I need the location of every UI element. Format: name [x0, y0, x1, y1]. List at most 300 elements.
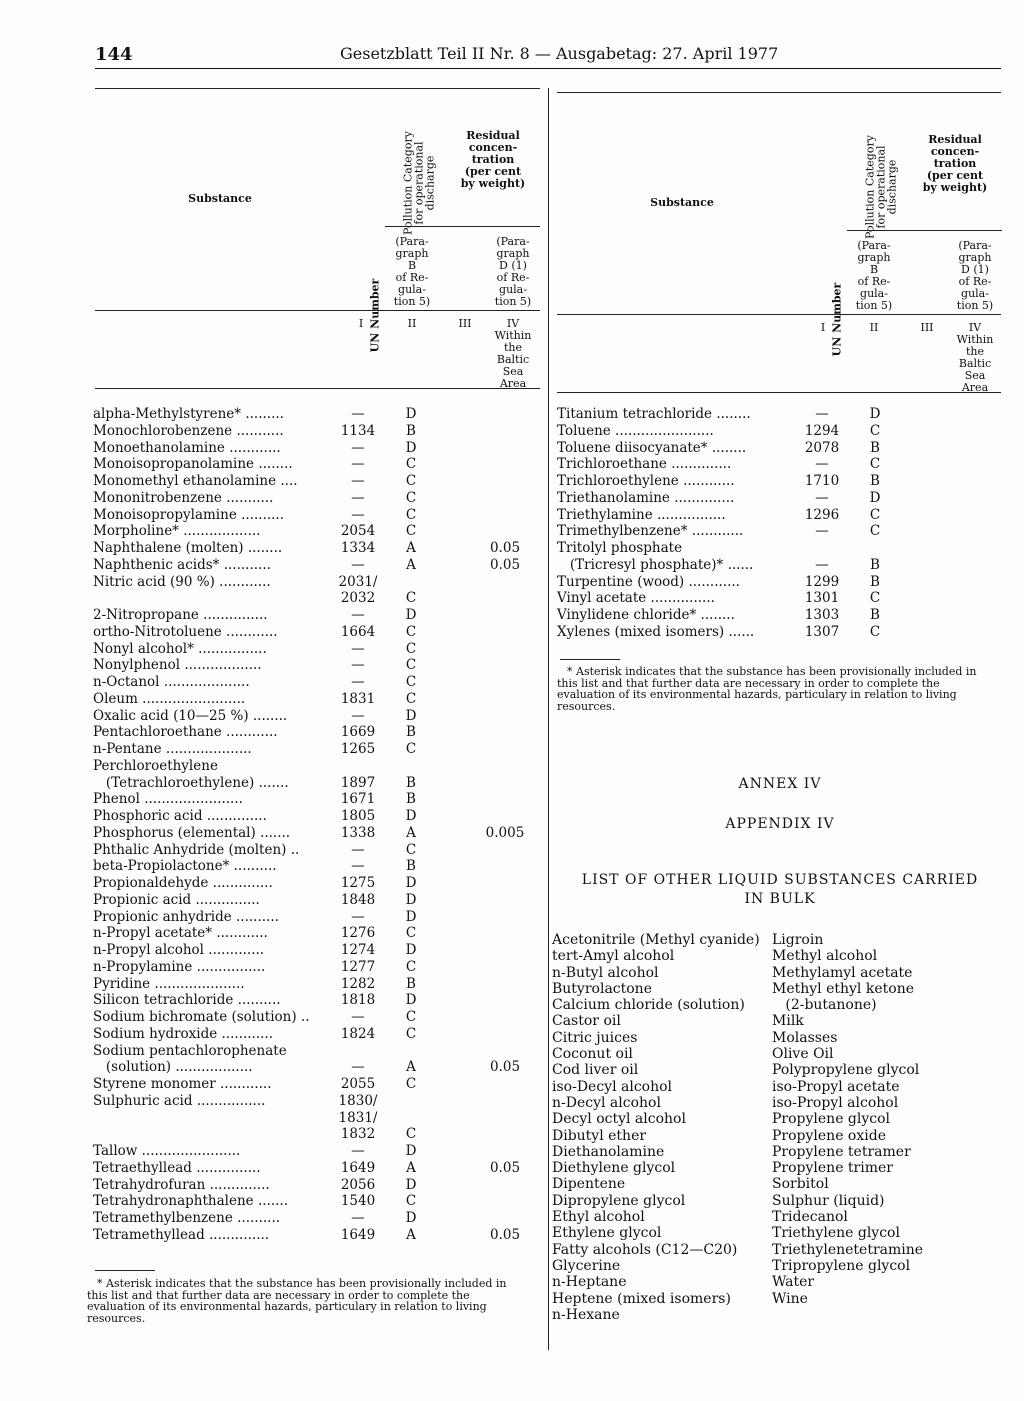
- substance-name: n-Propyl acetate* ............: [93, 925, 268, 942]
- un-number: —: [351, 1143, 365, 1159]
- table-row: [93, 708, 543, 725]
- list-item: Diethylene glycol: [552, 1160, 676, 1177]
- col-iv-line: Area: [961, 381, 989, 394]
- para-d-line: graph: [496, 247, 530, 260]
- col-iv-line: Area: [499, 377, 527, 390]
- pollution-category: C: [405, 523, 417, 540]
- table-row: [93, 624, 543, 641]
- list-item: n-Heptane: [552, 1274, 627, 1291]
- un-number: 1296: [804, 506, 840, 523]
- un-number: —: [815, 406, 829, 422]
- right-substance-table: [557, 406, 1007, 646]
- pollution-category: D: [405, 875, 417, 891]
- substance-name: Sodium hydroxide ............: [93, 1025, 274, 1042]
- table-row: [557, 406, 1007, 423]
- list-item: Tripropylene glycol: [772, 1257, 911, 1274]
- residual-concentration: 0.05: [489, 1159, 521, 1176]
- un-number: —: [351, 841, 365, 858]
- list-item: Triethylene glycol: [772, 1225, 900, 1242]
- col-i-label: I: [820, 321, 826, 334]
- substance-heading: Substance: [650, 196, 714, 209]
- table-row: [93, 456, 543, 473]
- list-item: Propylene trimer: [772, 1160, 893, 1177]
- substance-name: Oleum ........................: [93, 690, 246, 707]
- substance-name: (Tricresyl phosphate)* ......: [557, 556, 754, 573]
- substance-name: Tallow .......................: [93, 1143, 241, 1159]
- substance-name: Pyridine .....................: [93, 975, 245, 992]
- un-number: 1832: [340, 1126, 376, 1143]
- un-number: 1540: [340, 1193, 376, 1210]
- table-row: [93, 641, 543, 658]
- substance-name: Perchloroethylene: [93, 757, 218, 774]
- list-item: Propylene glycol: [772, 1111, 891, 1128]
- para-b-line: of Re-: [395, 271, 429, 284]
- list-item: n-Butyl alcohol: [552, 964, 659, 981]
- header-mid-rule: [847, 230, 1002, 231]
- substance-name: alpha-Methylstyrene* .........: [93, 406, 284, 422]
- un-number: 1307: [804, 623, 840, 640]
- un-number: —: [351, 1210, 365, 1226]
- list-item: iso-Decyl alcohol: [552, 1078, 673, 1095]
- substance-name: Propionaldehyde ..............: [93, 875, 273, 891]
- substance-name: Monomethyl ethanolamine ....: [93, 473, 298, 489]
- para-b-line: (Para-: [395, 235, 429, 248]
- pollution-category: A: [406, 1059, 416, 1076]
- list-item: Methyl alcohol: [772, 948, 878, 965]
- un-number: 1649: [340, 1159, 376, 1176]
- table-row: [93, 540, 543, 557]
- table-row: [93, 607, 543, 624]
- residual-line: concen-: [930, 145, 980, 158]
- list-item: tert-Amyl alcohol: [552, 948, 675, 965]
- pollution-category: C: [405, 456, 417, 473]
- table-row: [557, 507, 1007, 524]
- residual-line: (per cent: [926, 169, 984, 182]
- para-d-line: tion 5): [494, 295, 532, 308]
- substance-name: Silicon tetrachloride ..........: [93, 992, 281, 1009]
- table-row: [93, 1009, 543, 1026]
- table-row: [93, 423, 543, 440]
- table-row: [93, 691, 543, 708]
- list-item: Coconut oil: [552, 1046, 633, 1063]
- other-substances-list-left: [552, 932, 760, 1323]
- table-row: [93, 1210, 543, 1227]
- substance-name: beta-Propiolactone* ..........: [93, 858, 277, 875]
- pollution-category: D: [869, 489, 881, 506]
- un-number: —: [815, 456, 829, 473]
- pollution-category: C: [869, 523, 881, 540]
- list-item: Methyl ethyl ketone: [772, 980, 914, 997]
- table-row: [93, 909, 543, 926]
- right-table-header: [557, 92, 1001, 392]
- table-row: [93, 1043, 543, 1060]
- pollution-category: C: [405, 640, 417, 657]
- substance-name: Triethanolamine ..............: [557, 489, 735, 506]
- table-row: [93, 1026, 543, 1043]
- pollution-category: D: [405, 891, 417, 908]
- substance-name: Oxalic acid (10—25 %) ........: [93, 707, 288, 724]
- para-b-line: of Re-: [857, 275, 891, 288]
- left-substance-table: [93, 406, 543, 1246]
- residual-line: by weight): [460, 177, 526, 190]
- residual-concentration: 0.05: [489, 1059, 521, 1076]
- col-iv-line: Within: [956, 333, 994, 346]
- substance-name: n-Propylamine ................: [93, 958, 266, 975]
- pollution-category: C: [405, 657, 417, 674]
- col-iv-line: IV: [968, 321, 982, 334]
- pollution-category: B: [406, 724, 416, 741]
- list-item: iso-Propyl alcohol: [772, 1094, 899, 1111]
- substance-name: Phenol .......................: [93, 791, 243, 808]
- un-number: 1299: [804, 573, 840, 590]
- list-item: Castor oil: [552, 1013, 621, 1030]
- pollution-category: B: [870, 556, 880, 573]
- pollution-category-line: discharge: [423, 155, 437, 211]
- un-number: —: [815, 523, 829, 540]
- col-iv-heading: [953, 322, 997, 394]
- substance-name: Styrene monomer ............: [93, 1076, 272, 1092]
- footnote-left: * Asterisk indicates that the substance has been provisionally included in this list and that further data are necessary in order to complete the evaluation of its environmental hazards, particulary in relation to living resources.: [87, 1277, 507, 1325]
- substance-name: n-Octanol ....................: [93, 674, 250, 690]
- list-item: Cod liver oil: [552, 1062, 639, 1079]
- para-d-line: graph: [958, 251, 992, 264]
- para-d-line: of Re-: [958, 275, 992, 288]
- residual-line: Residual: [466, 129, 520, 142]
- substance-name: Nitric acid (90 %) ............: [93, 573, 271, 590]
- pollution-category: B: [406, 975, 416, 992]
- pollution-category: D: [405, 992, 417, 1009]
- para-d-line: D (1): [961, 263, 989, 276]
- un-number: 1824: [340, 1025, 376, 1042]
- para-b-heading: [847, 240, 901, 312]
- list-item: Sorbitol: [772, 1176, 829, 1193]
- residual-concentration: 0.05: [489, 556, 521, 573]
- appendix-title: APPENDIX IV: [725, 816, 835, 832]
- table-row: [557, 523, 1007, 540]
- para-d-line: (Para-: [958, 239, 992, 252]
- un-number: 1669: [340, 724, 376, 741]
- para-b-line: (Para-: [857, 239, 891, 252]
- table-row: [93, 1193, 543, 1210]
- pollution-category: D: [405, 1176, 417, 1193]
- un-number: —: [351, 707, 365, 724]
- table-row: [93, 741, 543, 758]
- table-row: [93, 1110, 543, 1127]
- header-lower-rule: [95, 310, 540, 311]
- substance-name: Pentachloroethane ............: [93, 724, 278, 741]
- substance-name: n-Pentane ....................: [93, 741, 252, 757]
- pollution-category: D: [405, 406, 417, 422]
- un-number: —: [351, 1009, 365, 1025]
- un-number: 1282: [340, 975, 376, 992]
- table-row: [557, 440, 1007, 457]
- col-iv-line: Baltic: [958, 357, 992, 370]
- col-iii-label: III: [458, 317, 472, 330]
- list-item: Sulphur (liquid): [772, 1192, 885, 1209]
- un-number: 1897: [340, 774, 376, 791]
- residual-line: tration: [471, 153, 515, 166]
- list-item: Heptene (mixed isomers): [552, 1290, 731, 1307]
- un-number: 1848: [340, 891, 376, 908]
- substance-name: Tetrahydrofuran ..............: [93, 1176, 270, 1193]
- table-row: [557, 624, 1007, 641]
- pollution-category: D: [405, 1143, 417, 1159]
- table-row: [93, 657, 543, 674]
- para-b-line: B: [407, 259, 417, 272]
- un-number: 1277: [340, 958, 376, 975]
- table-row: [557, 423, 1007, 440]
- list-title-line1: LIST OF OTHER LIQUID SUBSTANCES CARRIED: [581, 872, 979, 888]
- footnote-right: * Asterisk indicates that the substance has been provisionally included in this list and that further data are necessary in order to complete the evaluation of its environmental hazards, particulary in relation to living resources.: [557, 665, 977, 713]
- un-number: 1338: [340, 824, 376, 841]
- list-item: Citric juices: [552, 1029, 638, 1046]
- substance-name: n-Propyl alcohol .............: [93, 942, 265, 958]
- table-row: [93, 858, 543, 875]
- un-number: 1294: [804, 422, 840, 439]
- pollution-category: C: [405, 1126, 417, 1143]
- para-b-line: graph: [857, 251, 891, 264]
- pollution-category: C: [405, 958, 417, 975]
- pollution-category: C: [405, 590, 417, 607]
- table-row: [557, 473, 1007, 490]
- substance-name: Sodium bichromate (solution) ..: [93, 1009, 310, 1025]
- list-item: Triethylenetetramine: [772, 1241, 924, 1258]
- substance-name: Monoisopropanolamine ........: [93, 456, 293, 473]
- un-number: —: [351, 858, 365, 875]
- table-row: [93, 1076, 543, 1093]
- substance-name: (Tetrachloroethylene) .......: [93, 774, 289, 791]
- residual-concentration: 0.05: [489, 1226, 521, 1243]
- pollution-category: C: [869, 422, 881, 439]
- header-rule: [95, 68, 1001, 69]
- pollution-category: C: [405, 841, 417, 858]
- list-item: Butyrolactone: [552, 980, 652, 997]
- substance-name: (solution) ..................: [93, 1059, 253, 1076]
- pollution-category: D: [405, 942, 417, 958]
- pollution-category: C: [405, 1193, 417, 1210]
- list-item: Dibutyl ether: [552, 1127, 647, 1144]
- un-number: 1334: [340, 540, 376, 556]
- un-number: —: [351, 908, 365, 925]
- un-number: —: [351, 556, 365, 573]
- table-row: [93, 1059, 543, 1076]
- list-item: Olive Oil: [772, 1046, 834, 1063]
- un-number-heading: UN Number: [830, 282, 844, 357]
- table-row: [93, 1093, 543, 1110]
- pollution-category: C: [869, 590, 881, 607]
- substance-name: Tetrahydronaphthalene .......: [93, 1193, 288, 1210]
- para-b-line: gula-: [860, 287, 888, 300]
- residual-concentration: 0.005: [485, 824, 525, 841]
- table-row: [557, 574, 1007, 591]
- list-item: (2-butanone): [772, 997, 877, 1014]
- para-b-line: tion 5): [855, 299, 893, 312]
- list-item: Ligroin: [772, 932, 824, 948]
- column-divider: [548, 88, 549, 1350]
- header-bottom-rule: [557, 392, 1001, 393]
- table-row: [557, 490, 1007, 507]
- list-item: Tridecanol: [772, 1209, 848, 1226]
- list-title-line2: IN BULK: [744, 891, 816, 907]
- substance-name: Tetramethylbenzene ..........: [93, 1210, 281, 1226]
- pollution-category-line: Pollution Category: [863, 135, 877, 239]
- table-row: [93, 507, 543, 524]
- residual-line: (per cent: [464, 165, 522, 178]
- pollution-category: D: [405, 1210, 417, 1226]
- table-row: [93, 842, 543, 859]
- un-number: 1301: [804, 590, 840, 607]
- col-iv-line: Sea: [964, 369, 986, 382]
- substance-name: Monochlorobenzene ...........: [93, 422, 284, 439]
- un-number-heading: UN Number: [368, 278, 382, 353]
- substance-name: Toluene .......................: [557, 422, 714, 439]
- un-number: —: [351, 406, 365, 422]
- col-ii-label: II: [407, 317, 417, 330]
- list-item: Dipentene: [552, 1176, 626, 1193]
- table-row: [93, 959, 543, 976]
- substance-name: Monoisopropylamine ..........: [93, 506, 285, 523]
- table-row: [93, 992, 543, 1009]
- un-number: 2078: [804, 439, 840, 456]
- list-item: n-Decyl alcohol: [552, 1094, 661, 1111]
- pollution-category: D: [869, 406, 881, 422]
- list-item: Calcium chloride (solution): [552, 997, 745, 1014]
- substance-name: Tritolyl phosphate: [557, 540, 683, 556]
- col-iv-line: Baltic: [496, 353, 530, 366]
- pollution-category: C: [405, 1076, 417, 1092]
- table-row: [93, 1143, 543, 1160]
- un-number: 1265: [340, 741, 376, 757]
- pollution-category: D: [405, 707, 417, 724]
- list-item: Ethylene glycol: [552, 1225, 662, 1242]
- residual-line: by weight): [922, 181, 988, 194]
- pollution-category: A: [406, 1159, 416, 1176]
- substance-name: Monoethanolamine ............: [93, 439, 281, 456]
- pollution-category: C: [405, 1009, 417, 1025]
- residual-line: tration: [933, 157, 977, 170]
- substance-name: Triethylamine ................: [557, 506, 726, 523]
- substance-name: Tetraethyllead ...............: [93, 1159, 261, 1176]
- table-row: [557, 456, 1007, 473]
- col-i-label: I: [358, 317, 364, 330]
- substance-name: Phosphoric acid ..............: [93, 808, 267, 824]
- table-row: [93, 406, 543, 423]
- para-d-line: gula-: [961, 287, 989, 300]
- col-iv-line: the: [965, 345, 984, 358]
- para-d-line: tion 5): [956, 299, 994, 312]
- table-row: [93, 758, 543, 775]
- table-row: [93, 875, 543, 892]
- pollution-category: D: [405, 908, 417, 925]
- page-number: 144: [95, 44, 133, 65]
- page-title: Gesetzblatt Teil II Nr. 8 — Ausgabetag: 27. April 1977: [340, 44, 779, 63]
- un-number: —: [351, 473, 365, 489]
- pollution-category: A: [406, 824, 416, 841]
- un-number: —: [351, 506, 365, 523]
- pollution-category: C: [405, 473, 417, 489]
- header-bottom-rule: [95, 388, 540, 389]
- col-iv-heading: [491, 318, 535, 390]
- substance-name: Vinyl acetate ...............: [557, 590, 715, 607]
- pollution-category: C: [869, 456, 881, 473]
- list-item: Acetonitrile (Methyl cyanide): [552, 932, 760, 948]
- pollution-category: A: [406, 556, 416, 573]
- un-number: 1649: [340, 1226, 376, 1243]
- substance-name: Turpentine (wood) ............: [557, 573, 740, 590]
- col-ii-label: II: [869, 321, 879, 334]
- table-row: [93, 775, 543, 792]
- un-number: —: [351, 489, 365, 506]
- para-b-line: graph: [395, 247, 429, 260]
- footnote-right-rule: [560, 659, 620, 660]
- un-number: 1805: [340, 808, 376, 824]
- substance-name: ortho-Nitrotoluene ............: [93, 623, 278, 640]
- table-row: [93, 1177, 543, 1194]
- para-b-line: B: [869, 263, 879, 276]
- un-number: —: [351, 456, 365, 473]
- substance-name: Morpholine* ..................: [93, 523, 261, 540]
- table-row: [93, 808, 543, 825]
- para-d-line: D (1): [499, 259, 527, 272]
- header-mid-rule: [385, 226, 540, 227]
- substance-name: Naphthenic acids* ...........: [93, 556, 271, 573]
- pollution-category: C: [405, 674, 417, 690]
- para-b-line: tion 5): [393, 295, 431, 308]
- table-row: [557, 607, 1007, 624]
- pollution-category: D: [405, 808, 417, 824]
- table-row: [93, 473, 543, 490]
- substance-heading: Substance: [188, 192, 252, 205]
- substance-name: Xylenes (mixed isomers) ......: [557, 623, 755, 640]
- un-number: 1274: [340, 942, 376, 958]
- substance-name: Phthalic Anhydride (molten) ..: [93, 841, 300, 858]
- substance-name: Vinylidene chloride* ........: [557, 607, 735, 623]
- substance-name: Nonylphenol ..................: [93, 657, 262, 674]
- pollution-category: B: [870, 573, 880, 590]
- table-row: [93, 440, 543, 457]
- pollution-category: D: [405, 607, 417, 623]
- un-number: 1276: [340, 925, 376, 942]
- table-row: [93, 724, 543, 741]
- un-number: —: [351, 640, 365, 657]
- residual-line: Residual: [928, 133, 982, 146]
- pollution-category-line: for operational: [874, 145, 888, 229]
- residual-line: concen-: [468, 141, 518, 154]
- header-top-rule: [557, 92, 1001, 93]
- un-number: 1831/: [338, 1109, 378, 1126]
- pollution-category: A: [406, 540, 416, 556]
- un-number: —: [351, 439, 365, 456]
- pollution-category: B: [870, 439, 880, 456]
- substance-name: Propionic acid ...............: [93, 891, 260, 908]
- substance-name: Sulphuric acid ................: [93, 1092, 266, 1109]
- substance-name: Trichloroethane ..............: [557, 456, 732, 473]
- header-lower-rule: [557, 314, 1001, 315]
- annex-title: ANNEX IV: [738, 776, 822, 792]
- substance-name: Trimethylbenzene* ............: [557, 523, 744, 540]
- footnote-left-rule: [95, 1270, 155, 1271]
- pollution-category: C: [405, 1025, 417, 1042]
- substance-name: Nonyl alcohol* ................: [93, 640, 267, 657]
- list-item: Decyl octyl alcohol: [552, 1111, 686, 1128]
- pollution-category: B: [870, 607, 880, 623]
- table-row: [93, 942, 543, 959]
- table-row: [93, 925, 543, 942]
- list-item: Milk: [772, 1013, 804, 1030]
- residual-heading: [453, 130, 533, 190]
- table-row: [93, 674, 543, 691]
- pollution-category: B: [870, 473, 880, 489]
